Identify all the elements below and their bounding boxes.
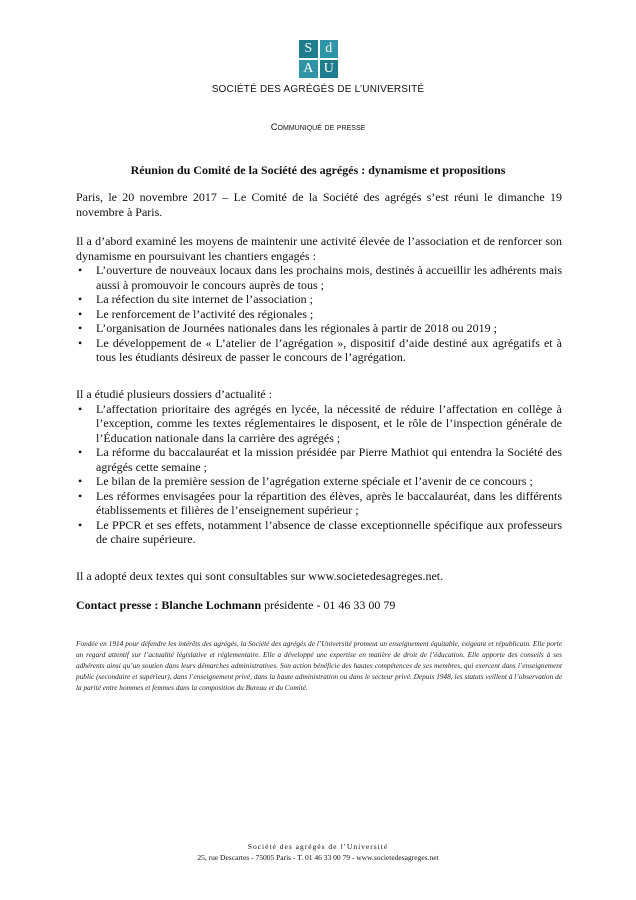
list-item: • La réfection du site internet de l’association ; bbox=[76, 292, 562, 307]
closing-paragraph: Il a adopté deux textes qui sont consultables sur www.societedesagreges.net. bbox=[76, 569, 444, 583]
bullet-list bbox=[76, 402, 562, 547]
section-lead: Il a d’abord examiné les moyens de maintenir une activité élevée de l’association et de renforcer son dynamisme en poursuivant les chantiers engagés : bbox=[76, 234, 562, 263]
section-lead: Il a étudié plusieurs dossiers d’actualité : bbox=[76, 387, 272, 401]
list-item: • La réforme du baccalauréat et la mission présidée par Pierre Mathiot qui entendra la Société des agrégés cette semaine ; bbox=[76, 445, 562, 474]
logo-letter-a: A bbox=[299, 60, 318, 78]
logo-letter-s: S bbox=[299, 40, 318, 58]
bullet-list bbox=[76, 263, 562, 365]
logo-letter-d: d bbox=[320, 40, 339, 58]
list-item: • Le bilan de la première session de l’agrégation externe spéciale et l’avenir de ce concours ; bbox=[76, 474, 562, 489]
list-item: • Le développement de « L’atelier de l’agrégation », dispositif d’aide destiné aux agrégatifs et à tous les étudiants désireux de passer le concours de l’agrégation. bbox=[76, 336, 562, 365]
section-current-issues bbox=[76, 387, 562, 547]
list-item: • Les réformes envisagées pour la répartition des élèves, après le baccalauréat, dans les différents établissements et filières de l’enseignement supérieur ; bbox=[76, 489, 562, 518]
logo-letter-u: U bbox=[320, 60, 339, 78]
sdau-logo bbox=[299, 40, 338, 78]
footer-address: 25, rue Descartes - 75005 Paris - T. 01 46 33 00 79 - www.societedesagreges.net bbox=[197, 853, 439, 862]
footer-organization: Société des agrégés de l’Université bbox=[247, 842, 389, 851]
list-item: • Le PPCR et ses effets, notamment l’absence de classe exceptionnelle spécifique aux professeurs de chaire supérieure. bbox=[76, 518, 562, 547]
contact-label: Contact presse : Blanche Lochmann bbox=[76, 598, 262, 612]
press-release-label: Communiqué de presse bbox=[270, 122, 366, 133]
organization-name: SOCIÉTÉ DES AGRÉGÉS DE L’UNIVERSITÉ bbox=[211, 84, 425, 95]
list-item: • L’affectation prioritaire des agrégés en lycée, la nécessité de réduire l’affectation en collège à l’exception, comme les textes réglementaires le disposent, et le rôle de l’inspection générale de l’Éducation nationale dans la carrière des agrégés ; bbox=[76, 402, 562, 446]
section-committee-activity bbox=[76, 234, 562, 365]
intro-paragraph: Paris, le 20 novembre 2017 – Le Comité de la Société des agrégés s’est réuni le dimanche 19 novembre à Paris. bbox=[76, 190, 562, 219]
list-item: • L’ouverture de nouveaux locaux dans les prochains mois, destinés à accueillir les adhérents mais aussi à promouvoir le concours auprès de tous ; bbox=[76, 263, 562, 292]
about-footnote: Fondée en 1914 pour défendre les intérêts des agrégés, la Société des agrégés de l’Université promeut un enseignement équitable, exigeant et républicain. Elle porte un regard attentif sur l’actualité législative et réglementaire. Elle a développé une expertise en matière de droit de l’éducation. Elle apporte des conseils à ses adhérents ainsi qu’un soutien dans leurs démarches administratives. Son action bénéficie des hautes compétences de ses membres, qui exercent dans l’enseignement public (secondaire et supérieur), dans l’enseignement privé, dans la haute administration ou dans le secteur privé. Depuis 1948, les statuts veillent à l’observation de la parité entre hommes et femmes dans la composition du Bureau et du Comité. bbox=[76, 639, 562, 692]
press-contact bbox=[76, 598, 395, 613]
document-title: Réunion du Comité de la Société des agrégés : dynamisme et propositions bbox=[130, 163, 506, 177]
contact-detail: présidente - 01 46 33 00 79 bbox=[261, 598, 396, 612]
list-item: • Le renforcement de l’activité des régionales ; bbox=[76, 307, 562, 322]
list-item: • L’organisation de Journées nationales dans les régionales à partir de 2018 ou 2019 ; bbox=[76, 321, 562, 336]
